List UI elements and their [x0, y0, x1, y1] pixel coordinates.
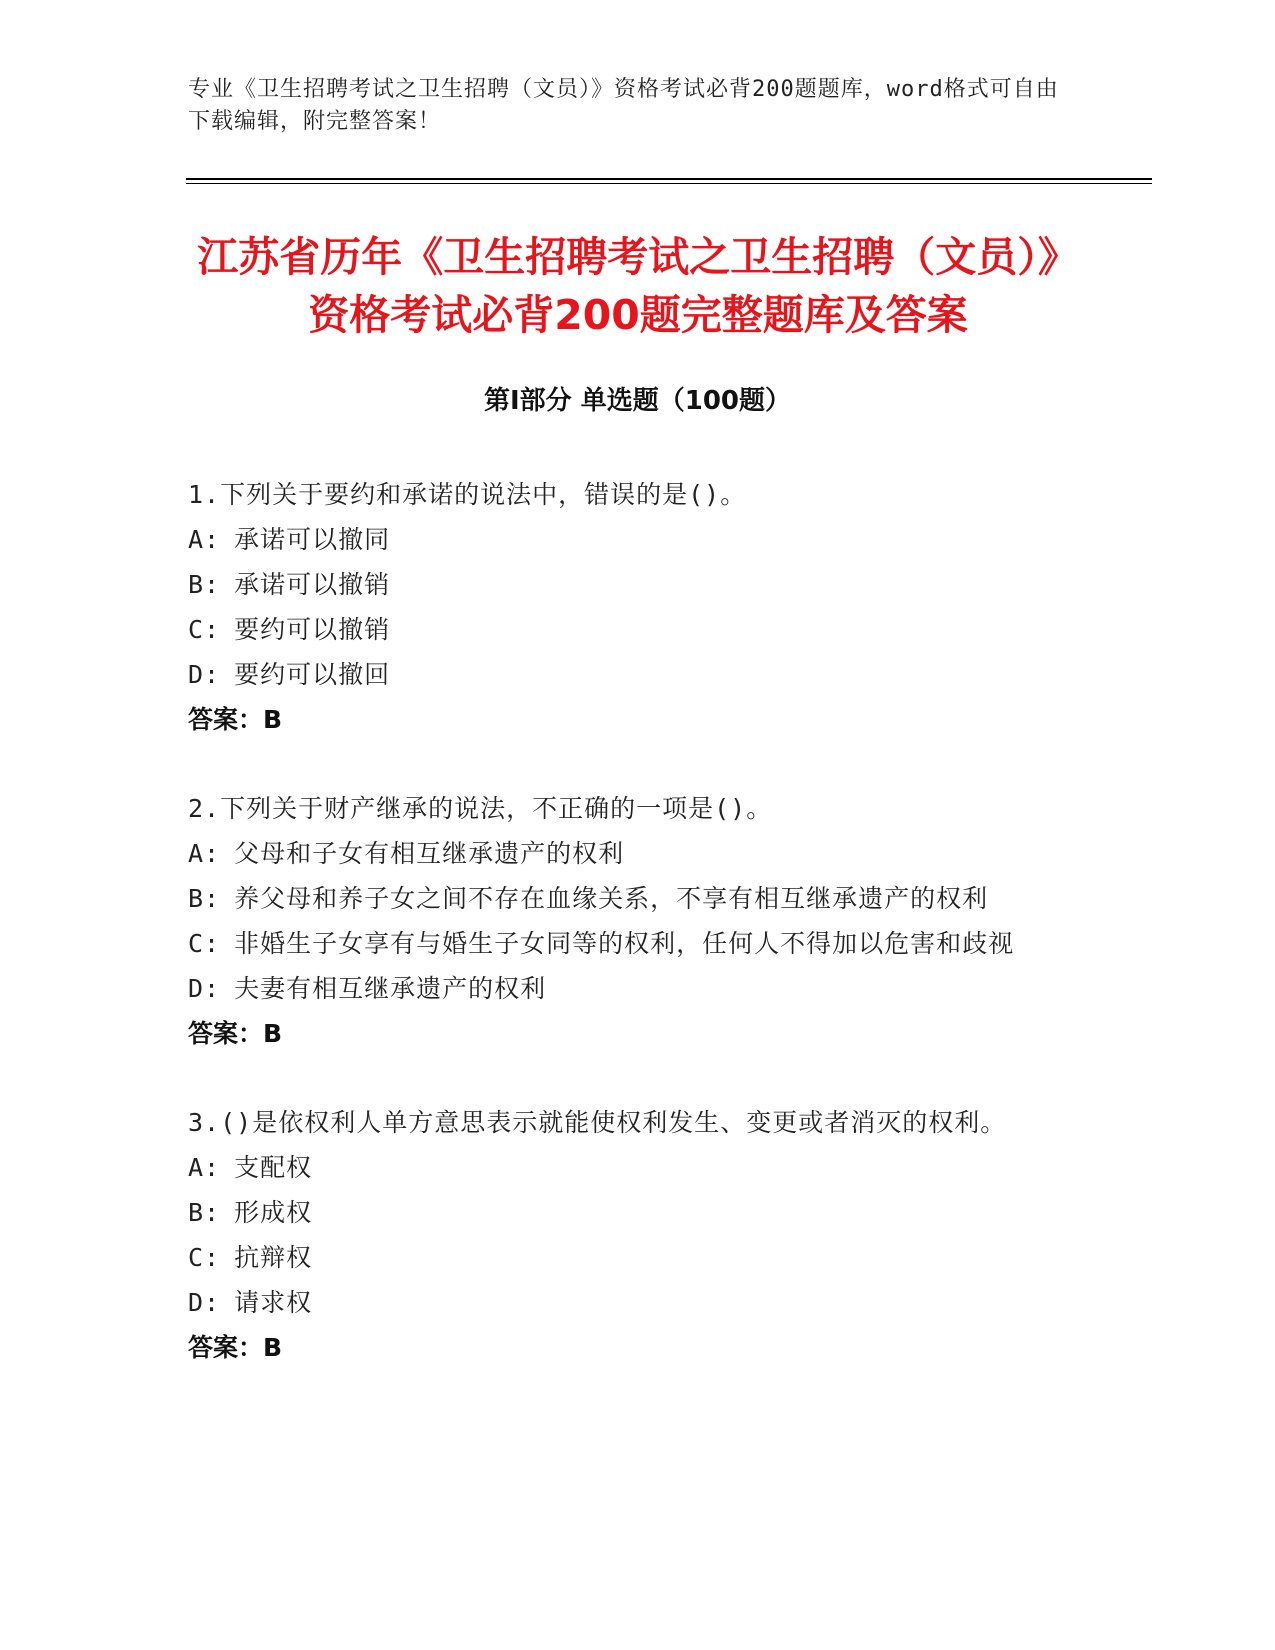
option-b — [188, 1190, 1068, 1235]
question-stem: 3.()是依权利人单方意思表示就能使权利发生、变更或者消灭的权利。 — [188, 1108, 1007, 1137]
option-key: D: — [188, 1288, 221, 1317]
option-a — [188, 517, 1068, 562]
option-key: C: — [188, 929, 221, 958]
question-list — [188, 472, 1068, 1414]
option-a — [188, 831, 1068, 876]
option-text: 父母和子女有相互继承遗产的权利 — [234, 839, 625, 868]
option-d — [188, 1280, 1068, 1325]
option-key: C: — [188, 1243, 221, 1272]
option-b — [188, 876, 1068, 921]
option-key: D: — [188, 974, 221, 1003]
question-1 — [188, 472, 1068, 742]
option-text: 要约可以撤回 — [234, 660, 391, 689]
option-text: 夫妻有相互继承遗产的权利 — [234, 974, 547, 1003]
answer: 答案：B — [188, 705, 283, 734]
option-key: B: — [188, 884, 221, 913]
question-2 — [188, 786, 1068, 1056]
option-key: D: — [188, 660, 221, 689]
option-text: 请求权 — [234, 1288, 313, 1317]
option-c — [188, 1235, 1068, 1280]
option-text: 非婚生子女享有与婚生子女同等的权利，任何人不得加以危害和歧视 — [234, 929, 1015, 958]
option-key: A: — [188, 525, 221, 554]
option-text: 形成权 — [234, 1198, 313, 1227]
option-text: 要约可以撤销 — [234, 615, 391, 644]
document-title: 江苏省历年《卫生招聘考试之卫生招聘（文员）》资格考试必背200题完整题库及答案 — [197, 233, 1079, 339]
section-title: 第Ⅰ部分 单选题（100题） — [484, 386, 791, 416]
option-text: 承诺可以撤同 — [234, 525, 391, 554]
header-rule-thick — [186, 178, 1152, 180]
answer: 答案：B — [188, 1019, 283, 1048]
option-text: 承诺可以撤销 — [234, 570, 391, 599]
option-a — [188, 1145, 1068, 1190]
question-stem: 1.下列关于要约和承诺的说法中，错误的是()。 — [188, 480, 747, 509]
option-key: B: — [188, 570, 221, 599]
option-b — [188, 562, 1068, 607]
option-c — [188, 921, 1068, 966]
option-key: A: — [188, 839, 221, 868]
header-rule-thin — [186, 183, 1152, 184]
header-note: 专业《卫生招聘考试之卫生招聘（文员）》资格考试必背200题题库，word格式可自由下载编辑，附完整答案！ — [188, 77, 1059, 134]
option-key: C: — [188, 615, 221, 644]
option-c — [188, 607, 1068, 652]
option-key: A: — [188, 1153, 221, 1182]
option-text: 支配权 — [234, 1153, 313, 1182]
option-d — [188, 652, 1068, 697]
answer: 答案：B — [188, 1333, 283, 1362]
option-key: B: — [188, 1198, 221, 1227]
question-stem: 2.下列关于财产继承的说法，不正确的一项是()。 — [188, 794, 773, 823]
option-text: 抗辩权 — [234, 1243, 313, 1272]
option-text: 养父母和养子女之间不存在血缘关系，不享有相互继承遗产的权利 — [234, 884, 989, 913]
question-3 — [188, 1100, 1068, 1370]
option-d — [188, 966, 1068, 1011]
